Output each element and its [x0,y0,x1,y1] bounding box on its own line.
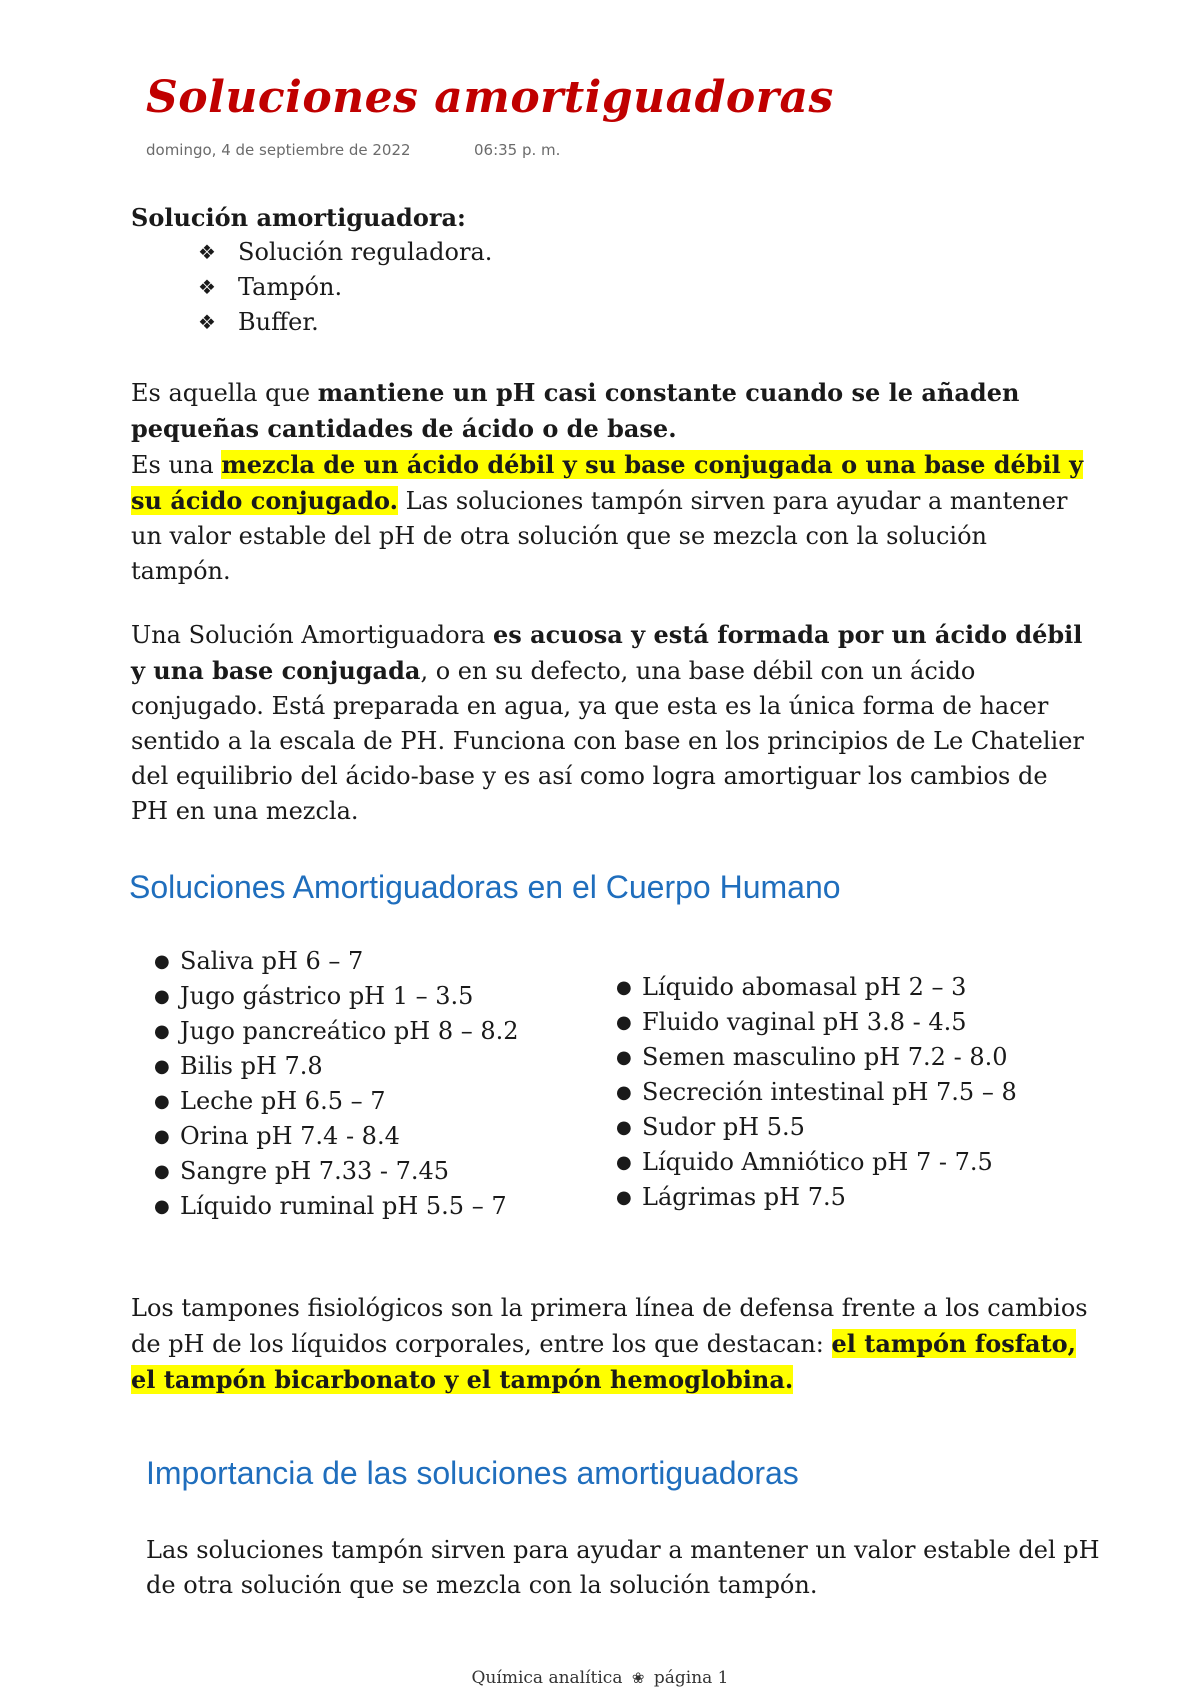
dot-bullet-icon: ● [616,1012,632,1033]
list-item: ● Sangre pH 7.33 - 7.45 [152,1154,519,1189]
diamond-bullet-icon: ❖ [198,310,216,334]
page-title: Soluciones amortiguadoras [146,72,834,123]
list-item: ● Secreción intestinal pH 7.5 – 8 [614,1075,1017,1110]
definition-paragraph: Es aquella que mantiene un pH casi constante cuando se le añaden pequeñas cantidades de ácido o de base. Es una mezcla de un ácido débil y su base conjugada o una base débil y su ácido conjugado. Las soluciones tampón sirven para ayudar a mantener un valor estable del pH de otra solución que se mezcla con la solución tampón. [131,378,1084,585]
dot-bullet-icon: ● [154,1091,170,1112]
note-time: 06:35 p. m. [474,141,561,159]
dot-bullet-icon: ● [154,951,170,972]
dot-bullet-icon: ● [616,1047,632,1068]
list-item: ● Leche pH 6.5 – 7 [152,1084,519,1119]
definition-item: ❖ Solución reguladora. [198,235,492,270]
highlighted-text: el tampón fosfato, el tampón bicarbonato y el tampón hemoglobina. [131,1329,1077,1394]
dot-bullet-icon: ● [616,977,632,998]
page-footer [0,1668,1200,1688]
ph-list-right [614,970,1017,1215]
list-item: ● Jugo pancreático pH 8 – 8.2 [152,1014,519,1049]
dot-bullet-icon: ● [154,1021,170,1042]
list-item: ● Líquido Amniótico pH 7 - 7.5 [614,1145,1017,1180]
physiological-buffers-paragraph: Los tampones fisiológicos son la primera línea de defensa frente a los cambios de pH de los líquidos corporales, entre los que destacan: el tampón fosfato, el tampón bicarbonato y el tampón hemoglobina. [131,1294,1088,1394]
section-heading-importance: Importancia de las soluciones amortiguadoras [146,1455,799,1491]
list-item: ● Orina pH 7.4 - 8.4 [152,1119,519,1154]
list-item: ● Fluido vaginal pH 3.8 - 4.5 [614,1005,1017,1040]
list-item: ● Lágrimas pH 7.5 [614,1180,1017,1215]
list-item: ● Saliva pH 6 – 7 [152,944,519,979]
dot-bullet-icon: ● [616,1117,632,1138]
importance-paragraph: Las soluciones tampón sirven para ayudar a mantener un valor estable del pH de otra solución que se mezcla con la solución tampón. [146,1536,1100,1599]
diamond-bullet-icon: ❖ [198,240,216,264]
dot-bullet-icon: ● [154,986,170,1007]
dot-bullet-icon: ● [154,1056,170,1077]
note-date: domingo, 4 de septiembre de 2022 [146,141,411,159]
dot-bullet-icon: ● [616,1152,632,1173]
flower-icon: ❀ [631,1669,645,1687]
dot-bullet-icon: ● [154,1126,170,1147]
definition-heading: Solución amortiguadora: [131,203,466,232]
description-paragraph: Una Solución Amortiguadora es acuosa y está formada por un ácido débil y una base conjugada, o en su defecto, una base débil con un ácido conjugado. Está preparada en agua, ya que esta es la única forma de hacer sentido a la escala de PH. Funciona con base en los principios de Le Chatelier del equilibrio del ácido-base y es así como logra amortiguar los cambios de PH en una mezcla. [131,620,1084,825]
dot-bullet-icon: ● [616,1082,632,1103]
diamond-bullet-icon: ❖ [198,275,216,299]
list-item: ● Jugo gástrico pH 1 – 3.5 [152,979,519,1014]
list-item: ● Sudor pH 5.5 [614,1110,1017,1145]
definition-item: ❖ Tampón. [198,270,492,305]
dot-bullet-icon: ● [154,1196,170,1217]
list-item: ● Bilis pH 7.8 [152,1049,519,1084]
dot-bullet-icon: ● [154,1161,170,1182]
list-item: ● Líquido abomasal pH 2 – 3 [614,970,1017,1005]
dot-bullet-icon: ● [616,1187,632,1208]
definition-item: ❖ Buffer. [198,305,492,340]
footer-course: Química analítica [471,1668,623,1688]
ph-list-left [152,944,519,1224]
highlighted-text: mezcla de un ácido débil y su base conjugada o una base débil y su ácido conjugado. [131,450,1084,515]
list-item: ● Semen masculino pH 7.2 - 8.0 [614,1040,1017,1075]
list-item: ● Líquido ruminal pH 5.5 – 7 [152,1189,519,1224]
definition-list [198,235,492,340]
footer-page-number: página 1 [653,1668,729,1688]
section-heading-body-buffers: Soluciones Amortiguadoras en el Cuerpo Humano [129,869,841,905]
